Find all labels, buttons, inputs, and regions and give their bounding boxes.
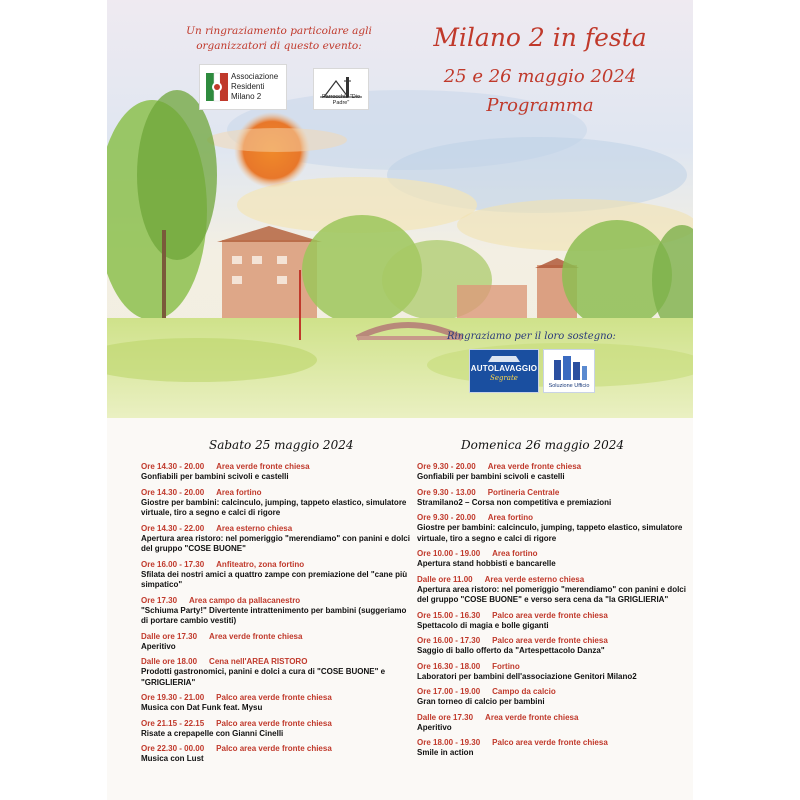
- event-description: Apertura area ristoro: nel pomeriggio "merendiamo" con panini e dolci del gruppo "COSE BUONE" e verso sera cena da "la GRIGLIERIA": [417, 584, 686, 604]
- list-item: [141, 719, 411, 740]
- event-time: Ore 14.30 - 20.00: [141, 462, 205, 471]
- event-description: Saggio di ballo offerto da "Artespettacolo Danza": [417, 646, 605, 655]
- event-place: Palco area verde fronte chiesa: [492, 610, 608, 620]
- association-logo: [199, 64, 287, 110]
- list-item: [417, 549, 689, 570]
- event-time: Ore 16.00 - 17.30: [141, 559, 205, 569]
- event-description: Musica con Dat Funk feat. Mysu: [141, 703, 263, 712]
- event-place: Area campo da pallacanestro: [189, 595, 301, 605]
- event-description: Spettacolo di magia e bolle giganti: [417, 620, 549, 630]
- sponsor-logo-autolavaggio: [469, 349, 539, 393]
- event-place: Area verde fronte chiesa: [216, 462, 310, 471]
- event-time: Ore 16.30 - 18.00: [417, 661, 481, 671]
- list-item: [141, 596, 411, 627]
- event-time: Ore 18.00 - 19.30: [417, 738, 481, 747]
- parish-logo: [313, 68, 369, 110]
- event-place: Fortino: [492, 661, 520, 671]
- event-time: Ore 22.30 - 00.00: [141, 744, 205, 753]
- sunday-program: [417, 438, 689, 764]
- parish-name: Parrocchia "Dio Padre": [321, 94, 361, 106]
- event-description: Smile in action: [417, 748, 474, 757]
- event-place: Palco area verde fronte chiesa: [216, 744, 332, 753]
- list-item: [417, 513, 689, 544]
- event-time: Dalle ore 17.30: [141, 631, 198, 641]
- event-time: Ore 19.30 - 21.00: [141, 693, 205, 702]
- event-time: Ore 9.30 - 20.00: [417, 513, 476, 522]
- event-description: Prodotti gastronomici, panini e dolci a cura di "COSE BUONE" e "GRIGLIERIA": [141, 667, 386, 687]
- event-time: Ore 9.30 - 20.00: [417, 462, 476, 471]
- saturday-program: [141, 438, 411, 770]
- event-place: Area verde fronte chiesa: [485, 712, 579, 722]
- event-dates: 25 e 26 maggio 2024: [443, 66, 637, 87]
- event-time: Ore 17.30: [141, 595, 178, 605]
- event-place: Area esterno chiesa: [216, 523, 293, 533]
- event-time: Dalle ore 18.00: [141, 657, 198, 666]
- event-time: Ore 15.00 - 16.30: [417, 610, 481, 620]
- saturday-event-list: [141, 462, 411, 765]
- list-item: [141, 693, 411, 714]
- event-description: Gonfiabili per bambini scivoli e castelli: [417, 472, 565, 481]
- list-item: [417, 611, 689, 632]
- event-time: Ore 21.15 - 22.15: [141, 718, 205, 728]
- event-description: Musica con Lust: [141, 754, 204, 763]
- assoc-name-line-1: Associazione: [231, 72, 279, 81]
- lamp-post: [299, 270, 301, 340]
- list-item: [417, 738, 689, 759]
- assoc-name-line-3: Milano 2: [231, 92, 262, 101]
- event-time: Dalle ore 11.00: [417, 574, 473, 584]
- event-place: Area verde esterno chiesa: [484, 574, 585, 584]
- car-icon: [470, 351, 538, 365]
- list-item: [417, 636, 689, 657]
- list-item: [417, 575, 689, 606]
- event-place: Cena nell'AREA RISTORO: [209, 657, 308, 666]
- event-description: Aperitivo: [417, 722, 452, 732]
- event-place: Anfiteatro, zona fortino: [216, 559, 305, 569]
- event-time: Ore 9.30 - 13.00: [417, 487, 476, 497]
- event-description: Stramilano2 – Corsa non competitiva e premiazioni: [417, 497, 612, 507]
- sponsor-logo-soluzione-ufficio: [543, 349, 595, 393]
- event-place: Area fortino: [216, 487, 262, 497]
- event-description: Laboratori per bambini dell'associazione Genitori Milano2: [417, 671, 637, 681]
- event-place: Campo da calcio: [492, 687, 556, 696]
- sponsors-caption: Ringraziamo per il loro sostegno:: [447, 331, 616, 342]
- list-item: [141, 524, 411, 555]
- sponsor-2-name: Soluzione Ufficio: [548, 383, 590, 389]
- list-item: [417, 713, 689, 734]
- event-time: Ore 10.00 - 19.00: [417, 549, 481, 558]
- poster-title-block: [395, 20, 685, 120]
- event-time: Dalle ore 17.30: [417, 712, 474, 722]
- event-place: Palco area verde fronte chiesa: [492, 636, 608, 645]
- event-description: Risate a crepapelle con Gianni Cinelli: [141, 728, 284, 738]
- event-place: Area verde fronte chiesa: [487, 462, 582, 471]
- program-heading: Programma: [486, 95, 594, 116]
- event-place: Portineria Centrale: [487, 487, 560, 497]
- city-buildings-icon: [544, 352, 594, 382]
- sunday-title: Domenica 26 maggio 2024: [461, 438, 624, 452]
- event-time: Ore 17.00 - 19.00: [417, 687, 481, 696]
- event-place: Area fortino: [492, 549, 538, 558]
- sponsor-1-name: AUTOLAVAGGIO: [470, 364, 538, 373]
- event-place: Palco area verde fronte chiesa: [492, 738, 608, 747]
- list-item: [141, 488, 411, 519]
- event-description: Gran torneo di calcio per bambini: [417, 697, 545, 706]
- thanks-line-1: Un ringraziamento particolare agli: [186, 25, 372, 37]
- event-description: Sfilata dei nostri amici a quattro zampe con premiazione del "cane più simpatico": [141, 569, 408, 589]
- event-place: Palco area verde fronte chiesa: [216, 693, 332, 702]
- assoc-name-line-2: Residenti: [231, 82, 265, 91]
- event-time: Ore 14.30 - 22.00: [141, 523, 205, 533]
- list-item: [141, 744, 411, 765]
- list-item: [141, 560, 411, 591]
- saturday-title: Sabato 25 maggio 2024: [209, 438, 354, 452]
- event-time: Ore 14.30 - 20.00: [141, 487, 205, 497]
- italian-flag-emblem-icon: [202, 65, 232, 109]
- event-place: Area fortino: [487, 513, 534, 522]
- list-item: [417, 662, 689, 683]
- event-description: Apertura area ristoro: nel pomeriggio "merendiamo" con panini e dolci del gruppo "COSE BUONE": [141, 533, 410, 553]
- poster-title: Milano 2 in festa: [433, 23, 647, 52]
- event-place: Palco area verde fronte chiesa: [216, 718, 332, 728]
- thanks-line-2: organizzatori di questo evento:: [196, 40, 362, 52]
- sunday-event-list: [417, 462, 689, 759]
- event-description: Giostre per bambini: calcinculo, jumping, tappeto elastico, simulatore virtuale, tiro a segno e calci di rigore: [417, 523, 683, 543]
- event-description: "Schiuma Party!" Divertente intrattenimento per bambini (suggeriamo di portare cambio vestiti): [141, 605, 407, 625]
- sponsor-1-subtitle: Segrate: [490, 374, 518, 382]
- event-time: Ore 16.00 - 17.30: [417, 636, 481, 645]
- list-item: [417, 462, 689, 483]
- list-item: [141, 462, 411, 483]
- event-description: Aperitivo: [141, 641, 176, 651]
- event-description: Gonfiabili per bambini scivoli e castelli: [141, 472, 289, 481]
- event-place: Area verde fronte chiesa: [209, 631, 303, 641]
- event-description: Apertura stand hobbisti e bancarelle: [417, 559, 556, 568]
- list-item: [141, 632, 411, 653]
- list-item: [141, 657, 411, 688]
- list-item: [417, 687, 689, 708]
- organizers-thanks: [169, 24, 389, 54]
- event-description: Giostre per bambini: calcinculo, jumping, tappeto elastico, simulatore virtuale, tiro a segno e calci di rigore: [141, 497, 407, 517]
- event-poster: [107, 0, 693, 800]
- list-item: [417, 488, 689, 509]
